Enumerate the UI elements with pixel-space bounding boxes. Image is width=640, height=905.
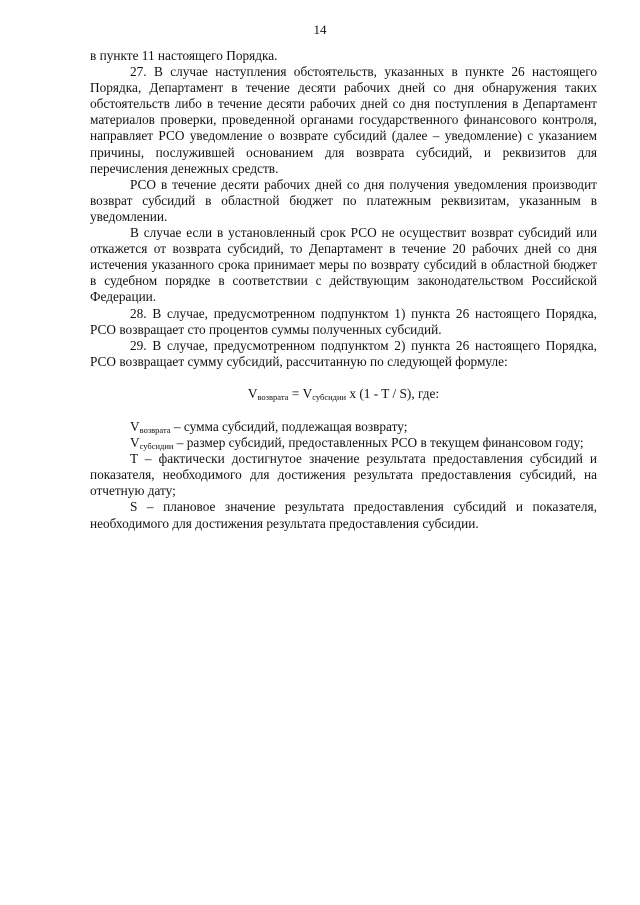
return-formula (90, 386, 597, 402)
paragraph-27-return: РСО в течение десяти рабочих дней со дня получения уведомления производит возврат субсидий в областной бюджет по платежным реквизитам, указанным в уведомлении. (90, 176, 597, 224)
paragraph-27: 27. В случае наступления обстоятельств, указанных в пункте 26 настоящего Порядка, Департамент в течение десяти рабочих дней со дня обнаружения таких обстоятельств либо в течение десяти рабочих дней со дня поступления в Департамент материалов проверки, проведенной органами государственного финансового контроля, направляет РСО уведомление о возврате субсидий (далее – уведомление) с указанием причины, послужившей основанием для возврата субсидий, и реквизитов для перечисления денежных средств. (90, 64, 597, 176)
definition-text: – размер субсидий, предоставленных РСО в текущем финансовом году; (173, 435, 584, 451)
definition-v-return (90, 419, 597, 435)
definition-sub: возврата (139, 424, 171, 435)
formula-sub-subsidy: субсидии (312, 391, 347, 402)
formula-v-subsidy: V (302, 385, 313, 401)
formula-v-return: V (247, 385, 258, 401)
definition-s: S – плановое значение результата предоставления субсидий и показателя, необходимого для достижения результата предоставления субсидии. (90, 499, 597, 531)
definition-v-subsidy (90, 435, 597, 451)
formula-equals: = (288, 385, 303, 401)
paragraph-continuation: в пункте 11 настоящего Порядка. (90, 48, 278, 63)
definition-sub: субсидии (139, 441, 174, 452)
paragraph-29: 29. В случае, предусмотренном подпунктом 2) пункта 26 настоящего Порядка, РСО возвращает сумму субсидий, рассчитанную по следующей формуле: (90, 337, 597, 369)
definition-t: T – фактически достигнутое значение результата предоставления субсидий и показателя, необходимого для достижения результата предоставления субсидий, на отчетную дату; (90, 451, 597, 499)
paragraph-27-refusal: В случае если в установленный срок РСО не осуществит возврат субсидий или откажется от возврата субсидий, то Департамент в течение 20 рабочих дней со дня истечения указанного срока принимает меры по возврату субсидий в областной бюджет в судебном порядке в соответствии с действующим законодательством Российской Федерации. (90, 225, 597, 305)
document-body (90, 48, 597, 532)
paragraph-28: 28. В случае, предусмотренном подпунктом 1) пункта 26 настоящего Порядка, РСО возвращает сто процентов суммы полученных субсидий. (90, 305, 597, 337)
definition-var: V (130, 435, 140, 451)
page-number: 14 (313, 22, 327, 37)
formula-tail: x (1 - T / S), где: (346, 385, 440, 401)
formula-sub-return: возврата (257, 391, 289, 402)
definition-var: V (130, 418, 140, 434)
definition-text: – сумма субсидий, подлежащая возврату; (170, 418, 408, 434)
